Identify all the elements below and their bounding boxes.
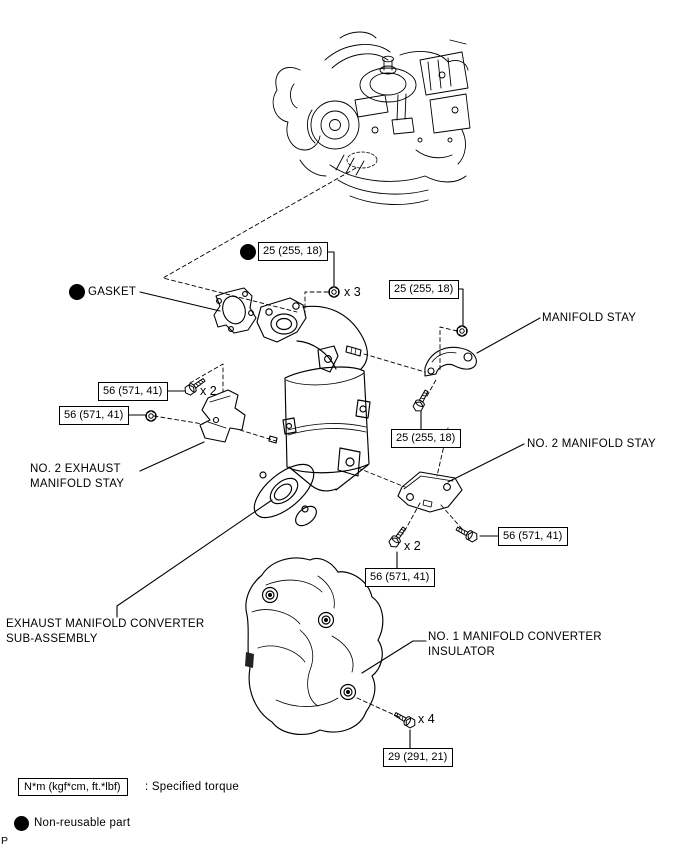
bolt-icon <box>393 710 417 730</box>
non-reusable-dot <box>14 816 29 831</box>
nut-icon <box>457 326 467 336</box>
non-reusable-dot <box>240 244 256 260</box>
torque-box-no2-exhaust-stay-bolts: 56 (571, 41) <box>98 382 168 401</box>
torque-unit-box: N*m (kgf*cm, ft.*lbf) <box>18 778 128 796</box>
torque-box-no2-exhaust-stay-nut: 56 (571, 41) <box>59 406 129 425</box>
page-marker: P <box>1 835 9 847</box>
engine-illustration <box>273 32 470 205</box>
torque-box-manifold-stay-nut: 25 (255, 18) <box>389 280 459 299</box>
label-line: NO. 1 MANIFOLD CONVERTER <box>428 631 602 643</box>
label-line: MANIFOLD STAY <box>30 478 125 490</box>
label-line: INSULATOR <box>428 646 496 658</box>
qty-x3: x 3 <box>344 285 361 299</box>
label-line: SUB-ASSEMBLY <box>6 633 98 645</box>
no1-manifold-converter-insulator-label <box>428 630 602 660</box>
torque-box-inlet-nuts: 25 (255, 18) <box>258 242 328 261</box>
nut-icon <box>329 287 339 297</box>
torque-box-insulator-bolts: 29 (291, 21) <box>383 748 453 767</box>
manifold-stay-part <box>425 347 476 376</box>
no2-manifold-stay-label: NO. 2 MANIFOLD STAY <box>527 438 656 450</box>
no2-manifold-stay-part <box>398 472 462 512</box>
bolt-icon <box>455 524 480 543</box>
gasket-label: GASKET <box>88 286 137 298</box>
bolt-icon <box>412 389 431 414</box>
leader-lines <box>117 252 540 748</box>
torque-box-no2-stay-bolts: 56 (571, 41) <box>365 568 435 587</box>
gasket-part <box>214 288 256 333</box>
converter-part <box>245 298 370 529</box>
exhaust-manifold-converter-label <box>6 617 204 647</box>
label-line: NO. 2 EXHAUST <box>30 463 121 475</box>
qty-x2-bottom: x 2 <box>404 539 421 553</box>
non-reusable-dot <box>69 284 85 300</box>
no2-exhaust-manifold-stay-label <box>30 462 124 492</box>
qty-x4: x 4 <box>418 712 435 726</box>
non-reusable-legend-text: Non-reusable part <box>34 817 131 829</box>
label-line: EXHAUST MANIFOLD CONVERTER <box>6 618 205 630</box>
torque-box-manifold-stay-bolt: 25 (255, 18) <box>391 429 461 448</box>
manifold-stay-label: MANIFOLD STAY <box>542 312 637 324</box>
torque-box-no2-stay-bolt-right: 56 (571, 41) <box>498 527 568 546</box>
qty-x2-left: x 2 <box>200 384 217 398</box>
insulator-part <box>245 558 383 734</box>
torque-legend-text: : Specified torque <box>145 781 240 793</box>
